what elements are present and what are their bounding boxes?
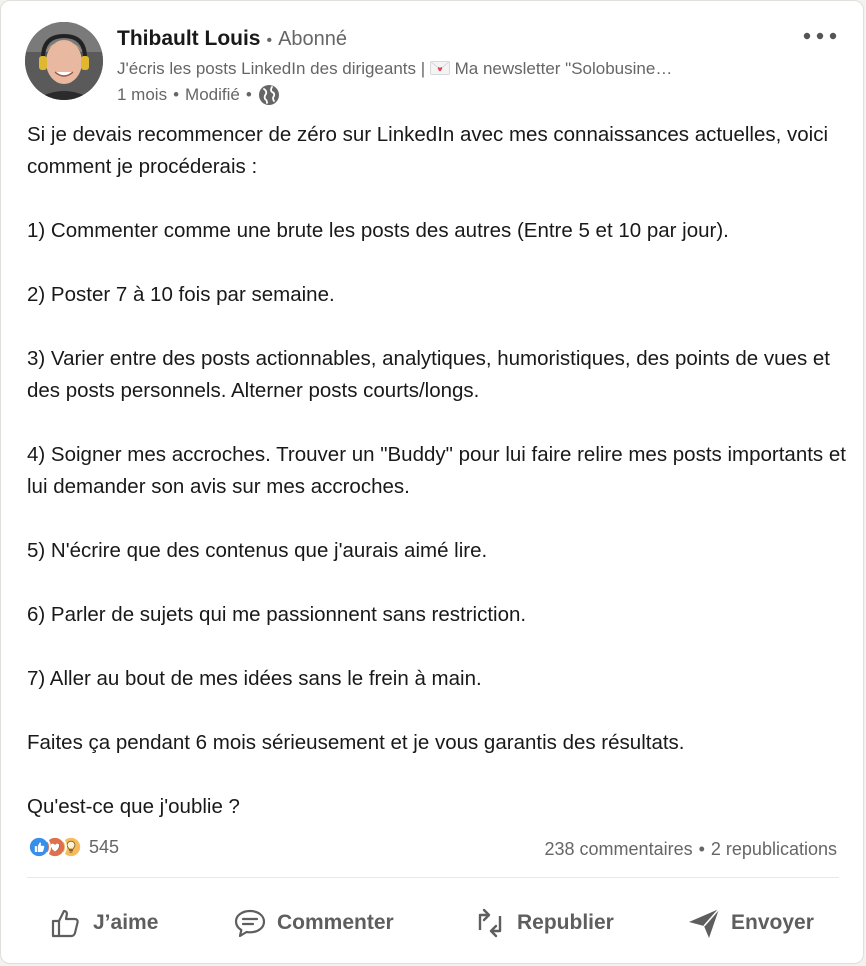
post-paragraph-1: 1) Commenter comme une brute les posts des autres (Entre 5 et 10 par jour). <box>27 219 729 242</box>
meta-separator-2: • <box>245 85 252 104</box>
post-paragraph-6: 6) Parler de sujets qui me passionnent sans restriction. <box>27 603 527 626</box>
comment-label: Commenter <box>277 911 394 934</box>
reactions-count[interactable]: 545 <box>89 836 120 857</box>
social-separator: • <box>698 839 705 859</box>
thumbs-up-icon <box>49 906 83 940</box>
post-time[interactable]: 1 mois <box>117 85 168 104</box>
comment-button[interactable] <box>233 899 394 947</box>
like-icon <box>27 835 51 859</box>
comments-count[interactable]: 238 commentaires <box>544 839 693 859</box>
send-label: Envoyer <box>731 911 814 934</box>
divider <box>27 877 839 878</box>
post-paragraph-4: 4) Soigner mes accroches. Trouver un "Buddy" pour lui faire relire mes posts importants et lui demander son avis sur mes accroches. <box>27 443 846 498</box>
edited-label: Modifié <box>185 85 240 104</box>
headline-suffix: Ma newsletter "Solobusine… <box>454 59 673 78</box>
post-paragraph-3: 3) Varier entre des posts actionnables, analytiques, humoristiques, des points de vues et des posts personnels. Alterner posts courts/longs. <box>27 347 830 402</box>
author-name-line[interactable] <box>117 27 347 51</box>
post-paragraph-2: 2) Poster 7 à 10 fois par semaine. <box>27 283 335 306</box>
more-options-icon[interactable] <box>801 27 839 45</box>
post-paragraph-7: 7) Aller au bout de mes idées sans le frein à main. <box>27 667 482 690</box>
follow-status: Abonné <box>278 28 348 50</box>
like-label: J’aime <box>93 911 159 934</box>
post-body <box>27 119 847 823</box>
globe-icon <box>258 84 280 106</box>
post-paragraph-question: Qu'est-ce que j'oublie ? <box>27 795 240 818</box>
post-paragraph-5: 5) N'écrire que des contenus que j'aurais aimé lire. <box>27 539 488 562</box>
author-avatar[interactable] <box>25 22 103 100</box>
avatar-photo <box>25 22 103 100</box>
headline-prefix: J'écris les posts LinkedIn des dirigeants | <box>117 59 426 78</box>
send-icon <box>687 906 721 940</box>
repost-button[interactable] <box>473 899 614 947</box>
love-letter-icon <box>430 61 450 75</box>
post-paragraph-closing: Faites ça pendant 6 mois sérieusement et je vous garantis des résultats. <box>27 731 685 754</box>
repost-label: Republier <box>517 911 614 934</box>
author-headline <box>117 59 797 79</box>
social-counts <box>545 839 837 860</box>
send-button[interactable] <box>687 899 814 947</box>
name-separator: • <box>266 32 273 49</box>
post-meta <box>117 84 280 106</box>
repost-icon <box>473 906 507 940</box>
reposts-count[interactable]: 2 republications <box>710 839 837 859</box>
author-name[interactable]: Thibault Louis <box>117 27 261 50</box>
reactions-summary[interactable] <box>27 835 119 859</box>
like-button[interactable] <box>49 899 158 947</box>
comment-icon <box>233 906 267 940</box>
post-paragraph-intro: Si je devais recommencer de zéro sur LinkedIn avec mes connaissances actuelles, voici comment je procéderais : <box>27 123 829 178</box>
meta-separator: • <box>173 85 180 104</box>
